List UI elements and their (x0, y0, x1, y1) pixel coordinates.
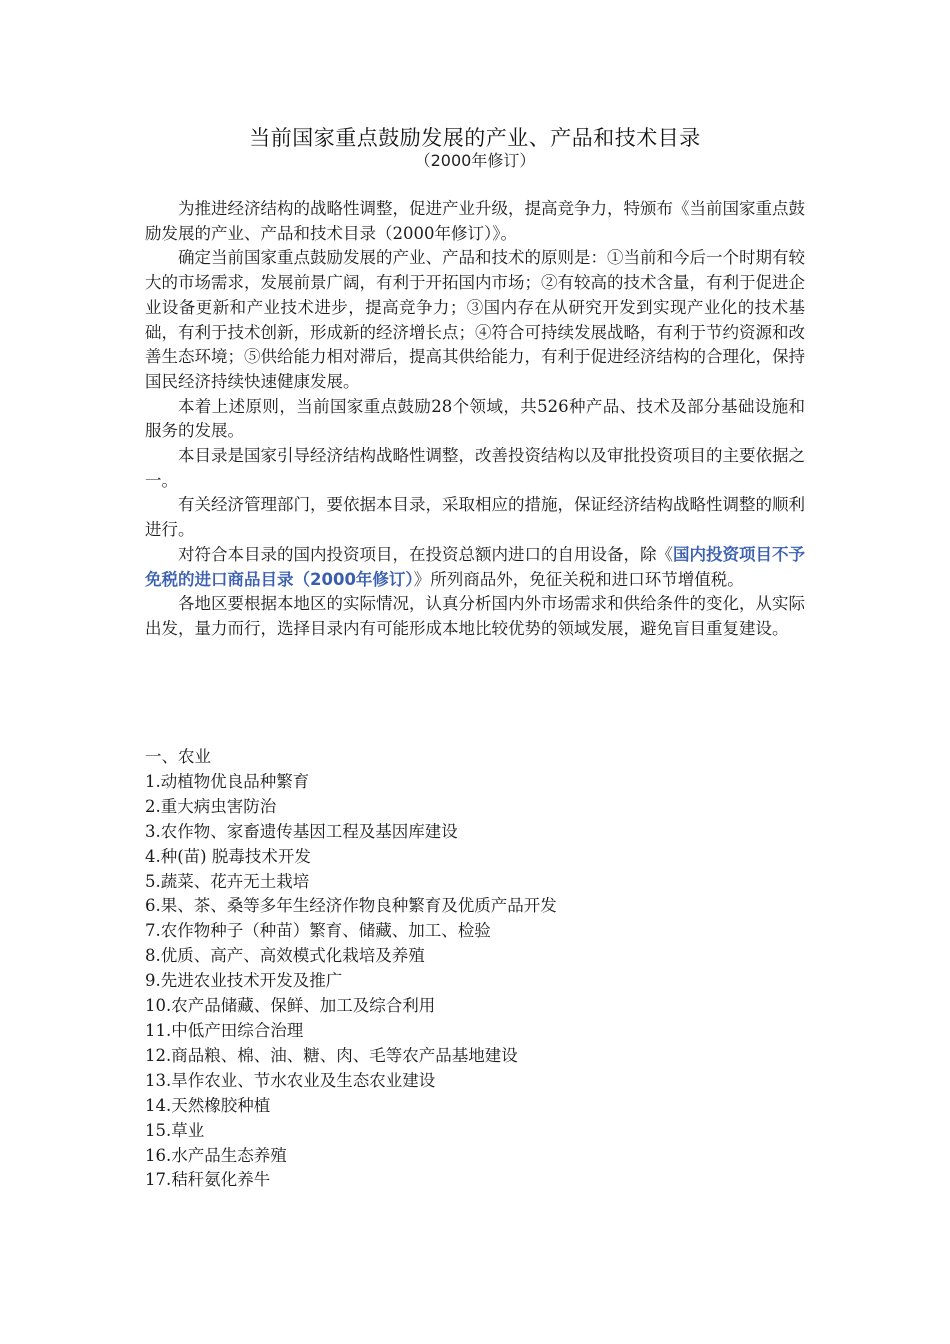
document-body (145, 197, 805, 642)
list-item: 17.秸秆氨化养牛 (145, 1170, 271, 1190)
paragraph: 确定当前国家重点鼓励发展的产业、产品和技术的原则是：①当前和今后一个时期有较大的市场需求，发展前景广阔，有利于开拓国内市场；②有较高的技术含量，有利于促进企业设备更新和产业技术进步，提高竞争力；③国内存在从研究开发到实现产业化的技术基础，有利于技术创新，形成新的经济增长点；④符合可持续发展战略，有利于节约资源和改善生态环境；⑤供给能力相对滞后，提高其供给能力，有利于促进经济结构的合理化，保持国民经济持续快速健康发展。 (145, 248, 805, 391)
list-item: 5.蔬菜、花卉无土栽培 (145, 871, 310, 891)
paragraph: 各地区要根据本地区的实际情况，认真分析国内外市场需求和供给条件的变化，从实际出发，量力而行，选择目录内有可能形成本地比较优势的领域发展，避免盲目重复建设。 (145, 594, 805, 638)
list-item: 13.旱作农业、节水农业及生态农业建设 (145, 1070, 436, 1090)
document-title: 当前国家重点鼓励发展的产业、产品和技术目录 (249, 126, 701, 150)
list-item: 4.种(苗) 脱毒技术开发 (145, 846, 311, 866)
paragraph: 本目录是国家引导经济结构战略性调整，改善投资结构以及审批投资项目的主要依据之一。 (145, 446, 805, 490)
list-item: 8.优质、高产、高效模式化栽培及养殖 (145, 946, 425, 966)
list-item: 12.商品粮、棉、油、糖、肉、毛等农产品基地建设 (145, 1045, 518, 1065)
document-subtitle: （2000年修订） (414, 151, 536, 170)
list-item: 3.农作物、家畜遗传基因工程及基因库建设 (145, 821, 458, 841)
list-item: 9.先进农业技术开发及推广 (145, 971, 343, 991)
paragraph-text: 》所列商品外，免征关税和进口环节增值税。 (413, 569, 744, 589)
agriculture-section (145, 745, 805, 1193)
list-item: 7.农作物种子（种苗）繁育、储藏、加工、检验 (145, 921, 491, 941)
section-heading: 一、农业 (145, 747, 211, 766)
list-item: 15.草业 (145, 1120, 205, 1140)
list-item: 16.水产品生态养殖 (145, 1145, 287, 1165)
paragraph: 有关经济管理部门，要依据本目录，采取相应的措施，保证经济结构战略性调整的顺利进行。 (145, 495, 805, 540)
list-item: 11.中低产田综合治理 (145, 1020, 304, 1040)
paragraph: 为推进经济结构的战略性调整，促进产业升级，提高竞争力，特颁布《当前国家重点鼓励发展的产业、产品和技术目录（2000年修订）》。 (145, 199, 805, 243)
list-item: 10.农产品储藏、保鲜、加工及综合利用 (145, 996, 436, 1016)
paragraph-text: 对符合本目录的国内投资项目，在投资总额内进口的自用设备，除《 (178, 544, 673, 564)
paragraph: 本着上述原则，当前国家重点鼓励28个领域，共526种产品、技术及部分基础设施和服务的发展。 (145, 396, 805, 441)
list-item: 14.天然橡胶种植 (145, 1095, 271, 1115)
list-item: 1.动植物优良品种繁育 (145, 771, 310, 791)
paragraph-with-link (145, 543, 805, 592)
list-item: 2.重大病虫害防治 (145, 796, 277, 816)
catalog-link[interactable]: 国内投资项目不予免税的进口商品目录（2000年修订） (145, 544, 805, 589)
list-item: 6.果、茶、桑等多年生经济作物良种繁育及优质产品开发 (145, 896, 557, 916)
